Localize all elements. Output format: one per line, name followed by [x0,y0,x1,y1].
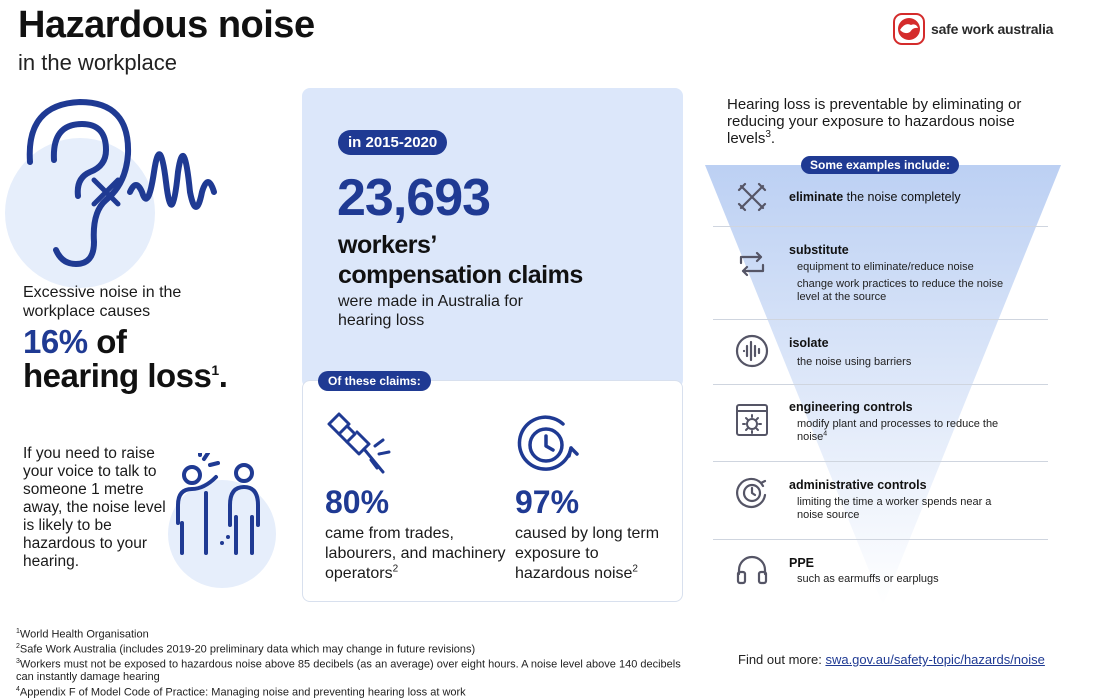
control-title-engineering: engineering controls [789,400,913,414]
stat-trades-percent: 80% [325,484,390,520]
headphones-icon [735,552,769,586]
footnote-ref: 3 [765,129,771,140]
clock-refresh-icon [513,412,579,478]
footnotes [16,626,696,699]
control-line: such as earmuffs or earplugs [797,573,939,585]
page-subtitle: in the workplace [18,50,177,75]
control-row-substitute [713,227,1048,320]
find-out-link[interactable]: swa.gov.au/safety-topic/hazards/noise [825,652,1045,667]
stat-hearing-loss: hearing loss [23,357,212,394]
stat-percent: 16% [23,323,88,360]
control-line-text: modify plant and processes to reduce the noise [797,418,999,443]
stat-of: of [96,323,127,360]
gear-icon [735,403,769,437]
stat-trades-desc: came from trades, labourers, and machinery operators [325,525,506,582]
control-title-substitute: substitute [789,243,849,257]
prevention-intro-text: Hearing loss is preventable by eliminating or reducing your exposure to hazardous noise levels [727,96,1022,147]
page-title: Hazardous noise [18,4,315,46]
footnote-number: 3 [16,658,20,666]
claims-heading [338,230,583,290]
clock-icon [735,476,769,510]
examples-pill: Some examples include: [801,156,959,174]
control-row-engineering [713,385,1048,462]
control-title [789,190,961,204]
control-inline-text: the noise completely [843,190,961,204]
control-line: equipment to eliminate/reduce noise [797,261,974,273]
control-row-administrative [713,462,1048,540]
claims-subtext: were made in Australia for hearing loss [338,293,523,329]
control-line-engineering [797,418,1012,444]
footnote-ref: 2 [392,563,399,575]
footnote-item [16,684,696,699]
claims-number: 23,693 [337,169,491,227]
control-title-eliminate: eliminate [789,190,844,204]
excessive-noise-text: Excessive noise in the workplace causes [23,284,182,320]
control-line: change work practices to reduce the noise level at the source [797,278,1004,303]
footnote-item [16,626,696,641]
footnote-number: 4 [16,685,20,693]
footnote-text: Safe Work Australia (includes 2019-20 preliminary data which may change in future revisions) [19,643,476,656]
logo-text: safe work australia [931,21,1054,37]
footnote-number: 2 [16,643,20,651]
footnote-ref: 2 [632,563,638,575]
footnote-item [16,656,696,684]
stat-exposure-percent: 97% [515,484,580,520]
stat-period: . [218,357,228,394]
prevention-intro-end: . [770,130,776,147]
find-out-more [738,652,1045,667]
raise-voice-text: If you need to raise your voice to talk to someone 1 metre away, the noise level is likely to be hazardous to your hearing. [23,445,166,570]
people-talking-icon [170,453,280,563]
footnote-item [16,641,696,656]
footnote-text: Appendix F of Model Code of Practice: Managing noise and preventing hearing loss at work [19,686,466,699]
kangaroo-logo-icon [893,13,925,45]
period-pill: in 2015-2020 [338,130,447,155]
stat-exposure-text [515,524,675,584]
prevention-intro [727,96,1047,147]
hearing-loss-stat [23,325,227,393]
control-row-isolate [713,320,1048,385]
claims-line1: workers’ [338,231,437,259]
find-out-label: Find out more: [738,652,822,667]
control-title-administrative: administrative controls [789,478,927,492]
footnote-text: Workers must not be exposed to hazardous noise above 85 decibels (as an average) over eight hours. A noise level above 140 decibels can instantly damage hearing [16,658,681,684]
stat-exposure-desc: caused by long term exposure to hazardous noise [515,525,660,582]
ear-noise-icon [18,92,233,272]
cross-icon [735,180,769,214]
footnote-ref: 4 [823,430,828,438]
footnote-ref: 1 [211,362,219,378]
of-these-claims-pill: Of these claims: [318,371,431,391]
stat-trades-text [325,524,510,584]
claims-line2: compensation claims [338,261,583,289]
control-line: the noise using barriers [797,356,912,368]
control-row-ppe [713,540,1048,600]
footnote-text: World Health Organisation [19,628,149,641]
swap-arrows-icon [735,247,769,281]
safe-work-australia-logo[interactable] [893,13,1053,45]
sound-wave-icon [735,334,769,368]
control-title-isolate: isolate [789,336,829,350]
control-row-eliminate [713,172,1048,227]
control-line: limiting the time a worker spends near a noise source [797,496,992,521]
footnote-number: 1 [16,628,20,635]
control-title-ppe: PPE [789,556,815,570]
jackhammer-icon [325,410,395,480]
